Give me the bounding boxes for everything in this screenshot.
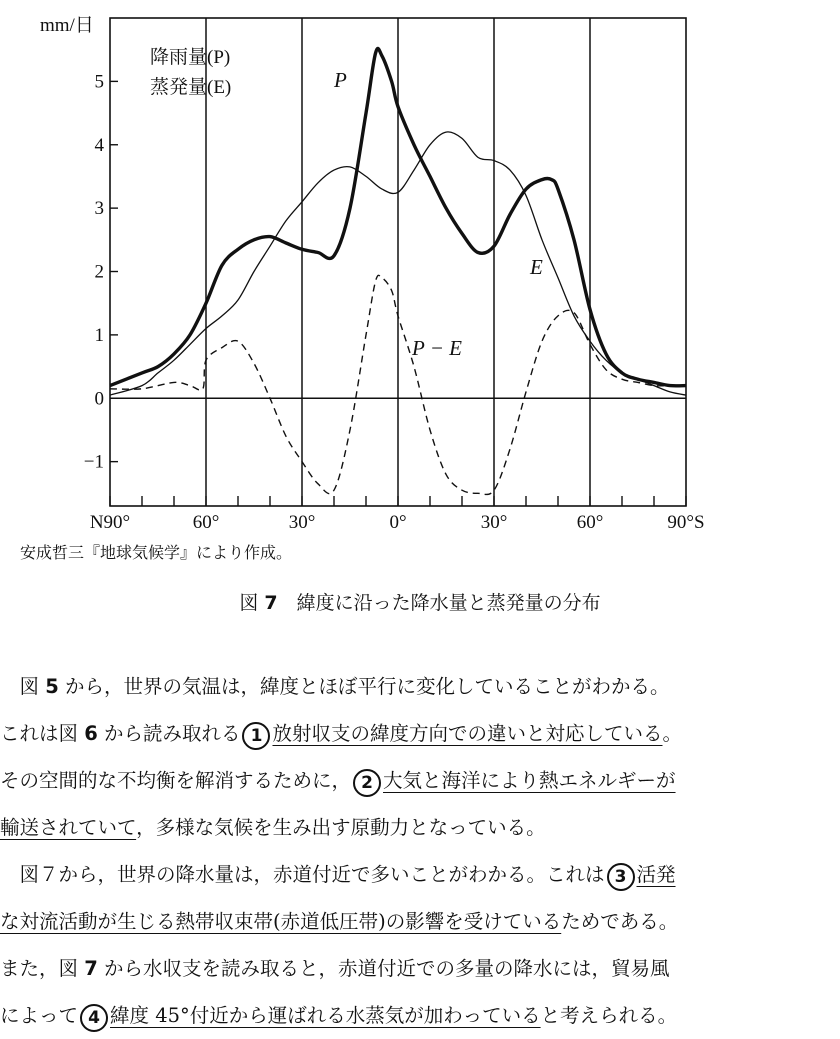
y-axis-labels: [84, 71, 105, 472]
x-tick-label: 90°S: [667, 512, 705, 533]
series-label-p-minus-e: P − E: [412, 336, 462, 360]
y-tick-label: 4: [94, 134, 104, 156]
text-line-3: その空間的な不均衡を解消するために， 2 大気と海洋により熱エネルギーが: [0, 757, 840, 804]
legend-precipitation: 降雨量(P): [150, 47, 231, 68]
x-tick-label: N90°: [89, 512, 131, 533]
text-line-4: 輸送されていて，多様な気候を生み出す原動力となっている。: [0, 816, 546, 839]
y-tick-label: 2: [94, 261, 104, 283]
x-tick-label: 60°: [576, 512, 604, 533]
underlined-phrase-2-cont: 輸送されていて: [0, 816, 137, 839]
marker-2-icon: 2: [353, 769, 381, 797]
series-label-p: P: [334, 68, 347, 92]
text-line-7: また，図 7 から水収支を読み取ると，赤道付近での多量の降水には，貿易風: [0, 957, 670, 980]
marker-1-icon: 1: [242, 722, 270, 750]
legend-evaporation: 蒸発量(E): [150, 77, 232, 98]
underlined-phrase-3: 活発: [636, 863, 676, 886]
y-axis-unit: mm/日: [40, 15, 94, 36]
x-tick-label: 30°: [480, 512, 508, 533]
y-tick-label: 3: [94, 198, 104, 220]
figure-number: 7: [264, 592, 278, 614]
figure-caption: 図 7 緯度に沿った降水量と蒸発量の分布: [239, 592, 601, 614]
underlined-phrase-1: 放射収支の緯度方向での違いと対応している: [272, 722, 663, 745]
underlined-phrase-3-cont: な対流活動が生じる熱帯収束帯(赤道低圧帯)の影響を受けている: [0, 910, 562, 933]
y-tick-label: −1: [83, 451, 104, 473]
paragraph-1: [0, 663, 840, 1039]
y-tick-label: 0: [94, 388, 104, 410]
text-line-6: な対流活動が生じる熱帯収束帯(赤道低圧帯)の影響を受けているためである。: [0, 910, 679, 933]
underlined-phrase-2: 大気と海洋により熱エネルギーが: [383, 769, 676, 792]
x-axis-labels: [90, 512, 705, 533]
series-label-e: E: [530, 255, 543, 279]
marker-4-icon: 4: [80, 1004, 108, 1032]
source-note: 安成哲三『地球気候学』により作成。: [20, 543, 293, 562]
underlined-phrase-4: 緯度 45°付近から運ばれる水蒸気が加わっている: [110, 1004, 541, 1027]
text-line-1: 図 5 から，世界の気温は，緯度とほぼ平行に変化していることがわかる。: [0, 675, 670, 698]
marker-3-icon: 3: [607, 863, 635, 891]
y-tick-label: 5: [94, 71, 104, 93]
text-line-2: これは図 6 から読み取れる 1 放射収支の緯度方向での違いと対応している。: [0, 710, 840, 757]
text-line-8: によって 4 緯度 45°付近から運ばれる水蒸気が加わっていると考えられる。: [0, 992, 840, 1039]
text-line-5: 図７から，世界の降水量は，赤道付近で多いことがわかる。これは 3 活発: [0, 851, 840, 898]
x-tick-label: 30°: [288, 512, 316, 533]
x-tick-label: 0°: [389, 512, 407, 533]
y-tick-label: 1: [94, 324, 104, 346]
x-tick-label: 60°: [192, 512, 220, 533]
